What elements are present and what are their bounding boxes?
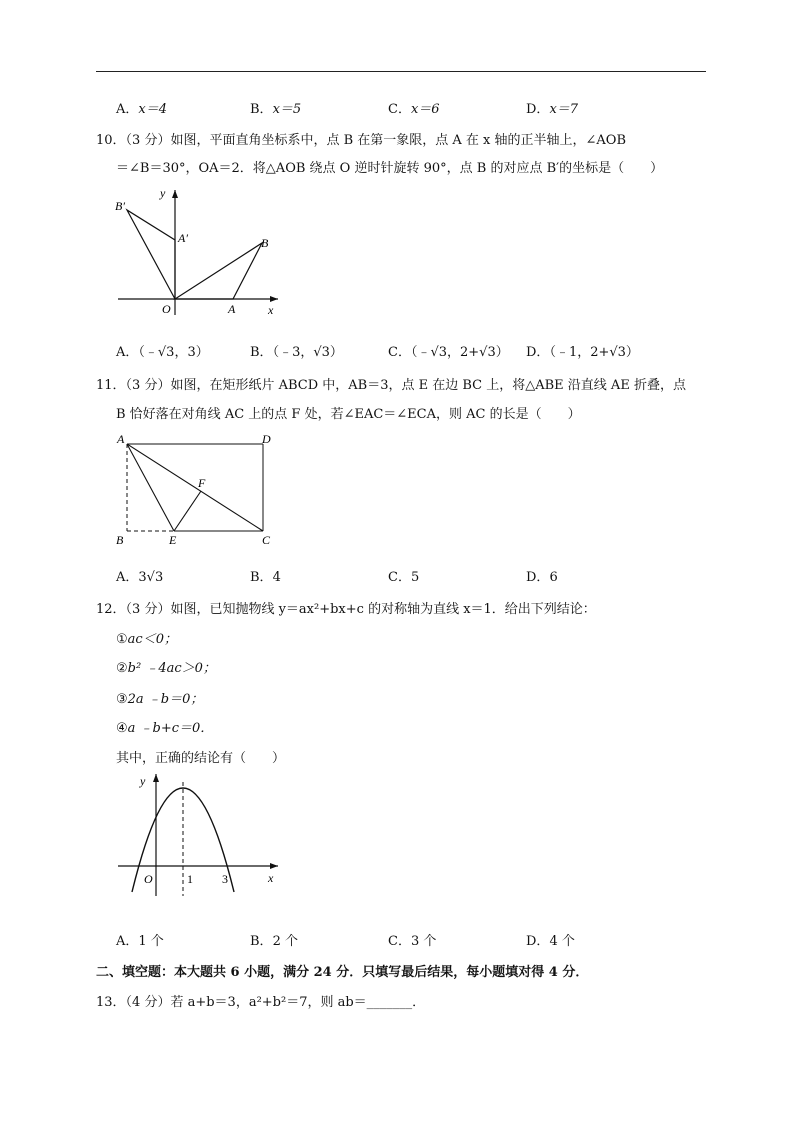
q11-label-f: F <box>198 476 206 490</box>
q11-label-d: D <box>262 432 271 446</box>
q12-label-1: 1 <box>187 872 193 886</box>
q10-label-o: O <box>162 302 171 316</box>
q11-stem-line1: 11．（3 分）如图，在矩形纸片 ABCD 中，AB＝3，点 E 在边 BC 上，将△ABE 沿直线 AE 折叠，点 <box>96 378 686 393</box>
q11-figure <box>110 428 290 550</box>
q12-label-y: y <box>140 774 146 788</box>
q11-stem-line2: B 恰好落在对角线 AC 上的点 F 处，若∠EAC＝∠ECA，则 AC 的长是（ ） <box>116 407 581 422</box>
q10-stem-line2: ＝∠B＝30°，OA＝2．将△AOB 绕点 O 逆时针旋转 90°，点 B 的对应点 B′的坐标是（ ） <box>116 161 664 176</box>
q12-prompt: 其中，正确的结论有（ ） <box>116 751 286 766</box>
q10-label-a-prime: A′ <box>178 231 188 245</box>
q10-label-x: x <box>268 303 274 317</box>
q12-figure <box>110 768 290 898</box>
q11-option-a[interactable]: A．3√3 <box>116 570 164 585</box>
q9-option-a[interactable]: A．x＝4 <box>116 102 167 117</box>
section2-title: 二、填空题：本大题共 6 小题，满分 24 分．只填写最后结果，每小题填对得 4 分． <box>96 965 589 980</box>
q11-label-a: A <box>117 432 125 446</box>
q12-conclusion-4: ④a ﹣b+c＝0． <box>116 721 214 736</box>
q12-option-c[interactable]: C．3 个 <box>388 934 437 949</box>
q9-option-d[interactable]: D．x＝7 <box>526 102 579 117</box>
q10-option-c[interactable]: C．（﹣√3，2+√3） <box>388 345 509 360</box>
q10-option-d[interactable]: D．（﹣1，2+√3） <box>526 345 639 360</box>
q9-option-b[interactable]: B．x＝5 <box>250 102 302 117</box>
q10-figure <box>110 180 290 320</box>
q12-option-d[interactable]: D．4 个 <box>526 934 575 949</box>
q12-label-3: 3 <box>222 872 228 886</box>
q10-option-a[interactable]: A．（﹣√3，3） <box>116 345 209 360</box>
q12-label-x: x <box>268 871 274 885</box>
q11-option-b[interactable]: B．4 <box>250 570 281 585</box>
q10-number: 10． <box>96 133 126 148</box>
q13-number: 13． <box>96 995 126 1010</box>
q11-option-d[interactable]: D．6 <box>526 570 558 585</box>
q12-stem-line1: 12．（3 分）如图，已知抛物线 y＝ax²+bx+c 的对称轴为直线 x＝1．给出下列结论： <box>96 602 596 617</box>
q10-option-b[interactable]: B．（﹣3，√3） <box>250 345 343 360</box>
q11-number: 11． <box>96 378 126 393</box>
q11-label-b: B <box>116 533 124 547</box>
q12-option-a[interactable]: A．1 个 <box>116 934 164 949</box>
q10-label-b-prime: B′ <box>115 199 125 213</box>
q12-conclusion-1: ①ac＜0； <box>116 632 177 647</box>
q12-conclusion-2: ②b² ﹣4ac＞0； <box>116 661 216 676</box>
q12-option-b[interactable]: B．2 个 <box>250 934 298 949</box>
q11-label-c: C <box>262 533 271 547</box>
q10-label-b: B <box>261 236 269 250</box>
q12-number: 12． <box>96 602 126 617</box>
q10-stem-line1: 10．（3 分）如图，平面直角坐标系中，点 B 在第一象限，点 A 在 x 轴的正半轴上，∠AOB <box>96 133 627 148</box>
q12-conclusion-3: ③2a ﹣b＝0； <box>116 692 204 707</box>
q11-label-e: E <box>169 533 177 547</box>
q9-option-c[interactable]: C．x＝6 <box>388 102 440 117</box>
header-rule <box>96 71 706 72</box>
q11-option-c[interactable]: C．5 <box>388 570 420 585</box>
q10-label-a: A <box>228 302 236 316</box>
q13-stem: 13．（4 分）若 a+b＝3，a²+b²＝7，则 ab＝_______． <box>96 995 426 1010</box>
q12-label-o: O <box>144 872 153 886</box>
q10-label-y: y <box>160 186 166 200</box>
